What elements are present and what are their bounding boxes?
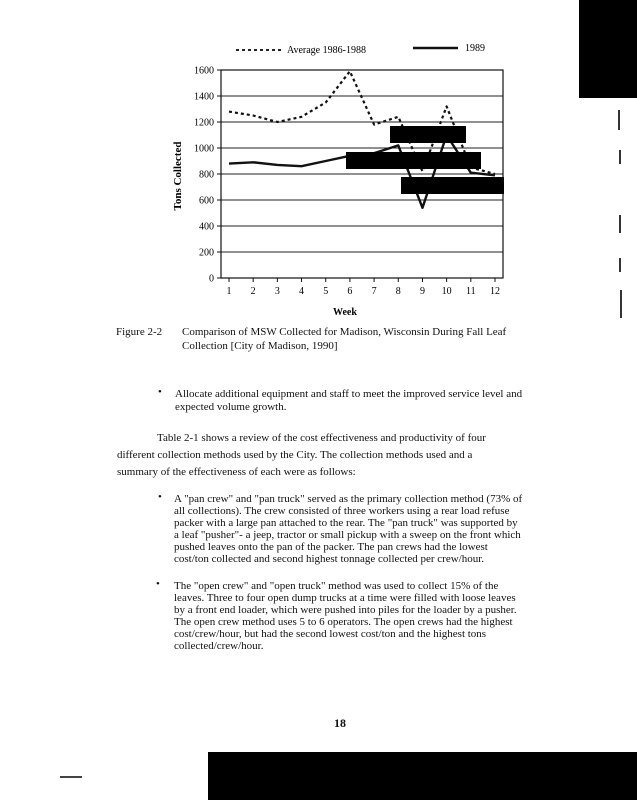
bullet-allocate-line2: expected volume growth. — [175, 401, 287, 413]
bullet-open-line4: The open crew method uses 5 to 6 operators. The open crews had the highest — [174, 616, 513, 628]
intro-line1: Table 2-1 shows a review of the cost effectiveness and productivity of four — [157, 432, 486, 444]
y-tick-label: 0 — [209, 273, 214, 285]
redaction-block — [401, 177, 504, 194]
bullet-pan-line6: cost/ton collected and second highest tonnage collected per crew/hour. — [174, 553, 485, 565]
y-tick-label: 1600 — [194, 65, 214, 77]
bullet-open-line3: by a front end loader, which were pushed into piles for the loader by a pusher. — [174, 604, 517, 616]
legend-average-label: Average 1986-1988 — [287, 45, 366, 56]
figure-caption-line2: Collection [City of Madison, 1990] — [182, 340, 338, 352]
x-tick-label: 10 — [441, 286, 452, 297]
x-tick-label: 8 — [395, 286, 401, 297]
x-tick-label: 4 — [299, 286, 305, 297]
y-tick-label: 1400 — [194, 91, 214, 103]
y-tick-label: 800 — [199, 169, 214, 181]
x-tick-label: 9 — [419, 286, 425, 297]
bullet-pan-line5: pushed leaves onto the pan of the packer. The pan crews had the lowest — [174, 541, 488, 553]
y-axis-label: Tons Collected — [172, 141, 184, 211]
x-tick-label: 11 — [465, 286, 476, 297]
bullet-open-line1: The "open crew" and "open truck" method was used to collect 15% of the — [174, 580, 499, 592]
legend-1989-label: 1989 — [465, 43, 485, 54]
scan-edge-mark-bottom — [208, 752, 637, 800]
scan-speck — [60, 776, 82, 778]
x-tick-label: 3 — [274, 286, 280, 297]
bullet-pan-line4: a leaf "pusher"- a jeep, tractor or small pickup with a sweep on the front which — [174, 529, 521, 541]
bullet-open-line2: leaves. Three to four open dump trucks at a time were filled with loose leaves — [174, 592, 516, 604]
y-tick-label: 200 — [199, 247, 214, 259]
bullet-marker: • — [158, 491, 162, 503]
figure-caption-line1: Comparison of MSW Collected for Madison, Wisconsin During Fall Leaf — [182, 326, 507, 338]
y-tick-label: 1000 — [194, 143, 214, 155]
bullet-pan-line3: packer with a large pan attached to the rear. The "pan truck" was supported by — [174, 517, 518, 529]
redaction-block — [390, 126, 466, 143]
series-line-1989 — [229, 135, 495, 208]
y-tick-label: 600 — [199, 195, 214, 207]
intro-line3: summary of the effectiveness of each were as follows: — [117, 466, 356, 478]
x-axis-label: Week — [333, 307, 357, 318]
x-tick-label: 6 — [347, 286, 353, 297]
x-tick-label: 2 — [250, 286, 256, 297]
x-tick-label: 5 — [323, 286, 329, 297]
y-tick-label: 400 — [199, 221, 214, 233]
bullet-pan-line1: A "pan crew" and "pan truck" served as the primary collection method (73% of — [174, 493, 523, 505]
bullet-pan-line2: all collections). The crew consisted of three workers using a rear load refuse — [174, 505, 510, 517]
x-tick-label: 7 — [371, 286, 377, 297]
tons-collected-line-chart — [0, 0, 637, 330]
redaction-block — [346, 152, 481, 169]
bullet-open-line6: collected/crew/hour. — [174, 640, 264, 652]
y-tick-label: 1200 — [194, 117, 214, 129]
figure-label: Figure 2-2 — [116, 326, 163, 338]
x-tick-label: 1 — [226, 286, 232, 297]
bullet-open-line5: cost/crew/hour, but had the second lowest cost/ton and the highest tons — [174, 628, 487, 640]
x-tick-label: 12 — [490, 286, 500, 297]
bullet-marker: • — [158, 386, 162, 398]
page-number: 18 — [334, 716, 346, 730]
intro-line2: different collection methods used by the City. The collection methods used and a — [117, 449, 473, 461]
bullet-allocate-line1: Allocate additional equipment and staff to meet the improved service level and — [175, 388, 523, 400]
bullet-marker: • — [156, 578, 160, 590]
